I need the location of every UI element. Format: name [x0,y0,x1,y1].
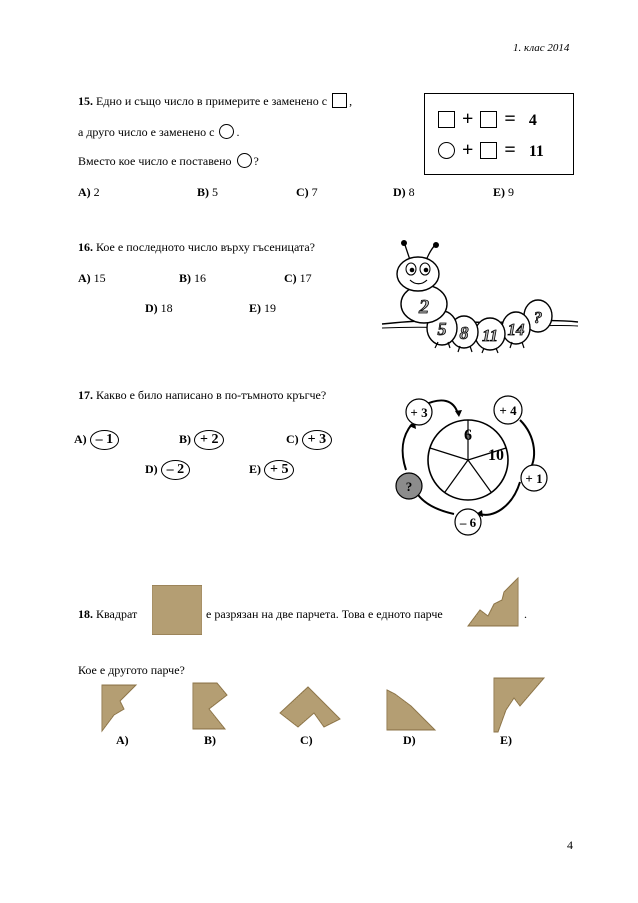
q16-answer-e[interactable]: E) 19 [249,301,276,315]
caterpillar-illustration [380,238,580,360]
q18-option-b[interactable]: B) [204,733,216,747]
q15-text-2-end: . [236,125,240,139]
q17-answer-a[interactable]: A) – 1 [74,430,119,450]
q16-number: 16. [78,240,93,254]
svg-text:+ 1: + 1 [525,471,543,486]
q18-question: Кое е другото парче? [78,663,185,677]
operation-oval: + 3 [302,430,332,450]
q15-text-1-end: , [349,94,353,108]
q17-answer-d[interactable]: D) – 2 [145,460,190,480]
option-shape-a[interactable] [100,683,138,733]
q15-answer-a[interactable]: A) 2 [78,185,100,199]
q18-option-c[interactable]: C) [300,733,313,747]
square-icon [480,142,497,159]
wheel-number: 6 [464,427,472,444]
q17-answer-e[interactable]: E) + 5 [249,460,294,480]
q15-text-3: Вместо кое число е поставено [78,154,232,168]
svg-text:+ 3: + 3 [410,405,428,420]
option-shape-e[interactable] [492,676,546,734]
q16-text: Кое е последното число върху гъсеницата? [96,240,315,254]
square-icon [480,111,497,128]
arrow [403,424,412,470]
caterpillar-number: 14 [507,320,525,339]
wheel-number: 10 [488,447,504,464]
circle-icon [219,124,234,139]
q15-equation-box [424,93,574,175]
svg-text:– 6: – 6 [459,515,477,530]
q15-text-1: Едно и също число в примерите е заменено с [96,94,328,108]
q17-answer-b[interactable]: B) + 2 [179,430,224,450]
option-shape-d[interactable] [385,688,437,732]
q15-answer-b[interactable]: B) 5 [197,185,218,199]
page-number: 4 [567,838,573,852]
q18-text-b: е разрязан на две парчета. Това е едното парче [206,607,443,621]
q15-line1 [78,93,352,109]
q15-text-3-end: ? [253,154,259,168]
q16-answer-d[interactable]: D) 18 [145,301,173,315]
caterpillar-number: 8 [459,323,469,343]
option-shape-c[interactable] [278,683,342,731]
q18-option-e[interactable]: E) [500,733,512,747]
q18-line1 [78,607,137,622]
burlap-square-image [152,585,202,635]
operation-oval: – 1 [90,430,120,450]
q15-text-2: а друго число е заменено с [78,125,215,139]
caterpillar-head [397,257,439,291]
equation-row-2 [436,139,544,162]
svg-text:?: ? [405,479,413,494]
q16-answer-a[interactable]: A) 15 [78,271,106,285]
caterpillar-number: ? [533,308,543,327]
operation-oval: + 2 [194,430,224,450]
number-wheel [392,390,552,540]
q16-answer-c[interactable]: C) 17 [284,271,312,285]
operation-oval: – 2 [161,460,191,480]
q18-text-end: . [524,607,527,621]
option-shape-b[interactable] [191,681,231,733]
q17-number: 17. [78,388,93,402]
q15-line3 [78,153,259,169]
q15-line2 [78,124,239,140]
q17-text: Какво е било написано в по-тъмното кръгче? [96,388,327,402]
q15-answer-e[interactable]: E) 9 [493,185,514,199]
plus-sign: + [462,108,474,130]
circle-icon [438,142,455,159]
q18-option-d[interactable]: D) [403,733,416,747]
q15-number: 15. [78,94,93,108]
arrow [520,420,534,472]
burlap-piece-image [466,576,520,630]
svg-text:+ 4: + 4 [499,403,517,418]
page-header: 1. клас 2014 [513,42,570,54]
caterpillar-number: 11 [481,326,499,345]
q18-number: 18. [78,607,93,621]
equals-sign: = [504,139,516,161]
q16-question [78,240,315,255]
operation-oval: + 5 [264,460,294,480]
circle-icon [237,153,252,168]
q15-answer-c[interactable]: C) 7 [296,185,318,199]
q15-answer-d[interactable]: D) 8 [393,185,415,199]
caterpillar-number: 2 [419,296,429,318]
q17-answer-c[interactable]: C) + 3 [286,430,332,450]
equation-row-1 [436,108,537,131]
q16-answer-b[interactable]: B) 16 [179,271,206,285]
equation-result-1: 4 [528,112,537,129]
equals-sign: = [504,108,516,130]
square-icon [438,111,455,128]
square-icon [332,93,347,108]
q17-question [78,388,326,403]
caterpillar-number: 5 [437,319,447,339]
plus-sign: + [462,139,474,161]
q18-text-a: Квадрат [96,607,138,621]
q18-option-a[interactable]: A) [116,733,129,747]
antenna-tip [401,240,407,246]
equation-result-2: 11 [528,143,544,160]
